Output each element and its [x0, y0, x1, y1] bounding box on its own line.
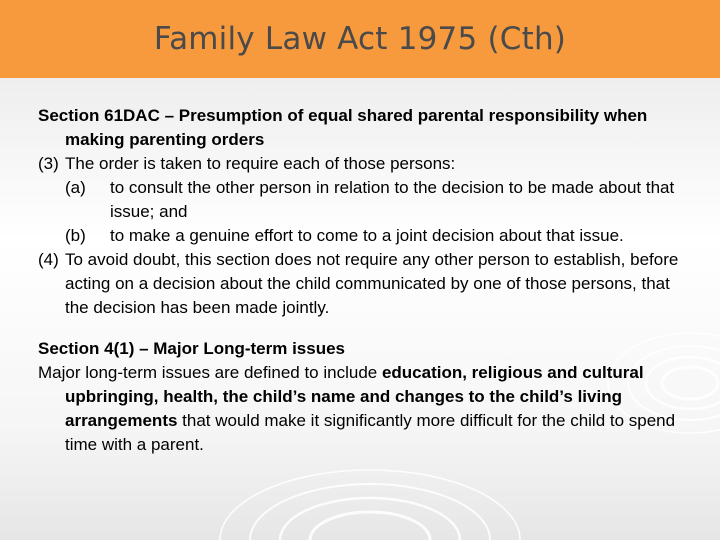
subsection-4 [38, 248, 688, 320]
paragraph-3a-letter: (a) [65, 178, 86, 197]
paragraph-3b-text: to make a genuine effort to come to a joint decision about that issue. [110, 226, 624, 245]
section-4-paragraph [38, 361, 688, 457]
subsection-3-text: The order is taken to require each of those persons: [65, 154, 456, 173]
subsection-4-text: To avoid doubt, this section does not require any other person to establish, before acting on a decision about the child communicated by one of those persons, that the decision has been made jointly. [65, 250, 679, 317]
paragraph-3b [38, 224, 688, 248]
slide-content [38, 104, 688, 457]
subsection-3 [38, 152, 688, 176]
section-4-text-start: Major long-term issues are defined to include [38, 363, 382, 382]
slide-header [0, 0, 720, 78]
section-61dac-heading: Section 61DAC – Presumption of equal shared parental responsibility when making parenting orders [38, 106, 648, 149]
slide-title: Family Law Act 1975 (Cth) [153, 21, 567, 57]
slide-body [0, 78, 720, 540]
paragraph-3a-text: to consult the other person in relation to the decision to be made about that issue; and [110, 178, 675, 221]
subsection-4-number: (4) [38, 250, 59, 269]
section-4-text-end: that would make it significantly more difficult for the child to spend time with a parent. [65, 411, 676, 454]
section-spacer [38, 320, 688, 337]
section-4-heading: Section 4(1) – Major Long-term issues [38, 339, 346, 358]
paragraph-3a [38, 176, 688, 224]
paragraph-3b-letter: (b) [65, 226, 86, 245]
section-4-text-bold: education, religious and cultural upbringing, health, the child’s name and changes to the child’s living arrangements [65, 363, 644, 430]
subsection-3-number: (3) [38, 154, 59, 173]
